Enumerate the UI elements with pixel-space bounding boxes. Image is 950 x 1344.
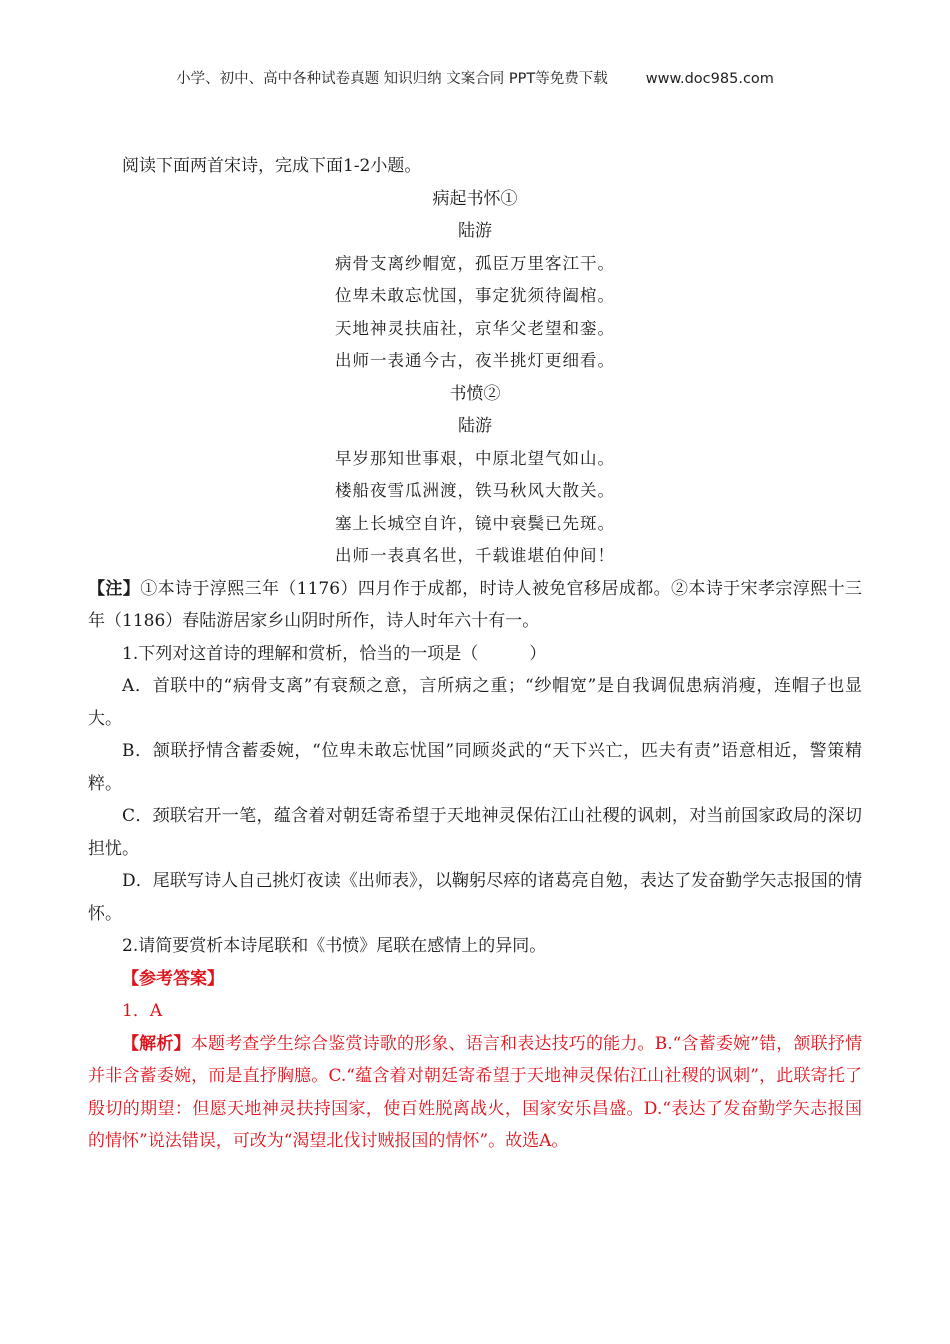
document-body bbox=[88, 150, 862, 1158]
poem-2-line: 早岁那知世事艰，中原北望气如山。 bbox=[335, 448, 615, 468]
option-a: A．首联中的“病骨支离”有衰颓之意，言所病之重；“纱帽宽”是自我调侃患病消瘦，连帽子也显大。 bbox=[88, 676, 862, 729]
analysis-text: 本题考查学生综合鉴赏诗歌的形象、语言和表达技巧的能力。B.“含蓄委婉”错，颔联抒情并非含蓄委婉，而是直抒胸臆。C.“蕴含着对朝廷寄希望于天地神灵保佑江山社稷的讽刺”，此联寄托了殷切的期望：但愿天地神灵扶持国家，使百姓脱离战火，国家安乐昌盛。D.“表达了发奋勤学矢志报国的情怀”说法错误，可改为“渴望北伐讨贼报国的情怀”。故选A。 bbox=[88, 1033, 863, 1151]
poem-2-title: 书愤② bbox=[449, 383, 501, 404]
note-text: ①本诗于淳熙三年（1176）四月作于成都，时诗人被免官移居成都。②本诗于宋孝宗淳熙十三年（1186）春陆游居家乡山阴时所作，诗人时年六十有一。 bbox=[88, 578, 863, 631]
poem-1-line: 病骨支离纱帽宽，孤臣万里客江干。 bbox=[335, 253, 615, 273]
poem-2-author: 陆游 bbox=[458, 416, 492, 436]
answer-heading: 【参考答案】 bbox=[122, 968, 224, 989]
answer-1: 1．A bbox=[122, 1001, 163, 1021]
poem-1-line: 位卑未敢忘忧国，事定犹须待阖棺。 bbox=[335, 286, 615, 305]
poem-1-author: 陆游 bbox=[458, 221, 492, 241]
poem-2-line: 楼船夜雪瓜洲渡，铁马秋风大散关。 bbox=[335, 481, 615, 500]
option-d: D．尾联写诗人自己挑灯夜读《出师表》，以鞠躬尽瘁的诸葛亮自勉，表达了发奋勤学矢志报国的情怀。 bbox=[88, 871, 862, 924]
header-text: 小学、初中、高中各种试卷真题 知识归纳 文案合同 PPT等免费下载 bbox=[176, 71, 608, 87]
note-paragraph bbox=[88, 573, 862, 638]
note-label: 【注】 bbox=[88, 578, 141, 599]
header-url[interactable]: www.doc985.com bbox=[645, 71, 774, 87]
analysis-label: 【解析】 bbox=[122, 1033, 191, 1054]
poem-2-line: 出师一表真名世，千载谁堪伯仲间！ bbox=[335, 546, 615, 565]
option-c: C．颈联宕开一笔，蕴含着对朝廷寄希望于天地神灵保佑江山社稷的讽刺，对当前国家政局的深切担忧。 bbox=[88, 806, 862, 859]
page-header bbox=[0, 68, 950, 90]
poem-2-line: 塞上长城空自许，镜中衰鬓已先斑。 bbox=[335, 513, 615, 533]
poem-1-line: 出师一表通今古，夜半挑灯更细看。 bbox=[335, 351, 615, 370]
analysis-paragraph bbox=[88, 1028, 862, 1158]
question-1: 1.下列对这首诗的理解和赏析，恰当的一项是（ ） bbox=[122, 643, 547, 664]
poem-1-line: 天地神灵扶庙社，京华父老望和銮。 bbox=[335, 318, 615, 338]
option-b: B．颔联抒情含蓄委婉，“位卑未敢忘忧国”同顾炎武的“天下兴亡，匹夫有责”语意相近，警策精粹。 bbox=[88, 741, 862, 794]
question-2: 2.请简要赏析本诗尾联和《书愤》尾联在感情上的异同。 bbox=[122, 936, 547, 956]
poem-1-title: 病起书怀① bbox=[432, 188, 518, 209]
intro-text: 阅读下面两首宋诗，完成下面1-2小题。 bbox=[122, 156, 422, 176]
